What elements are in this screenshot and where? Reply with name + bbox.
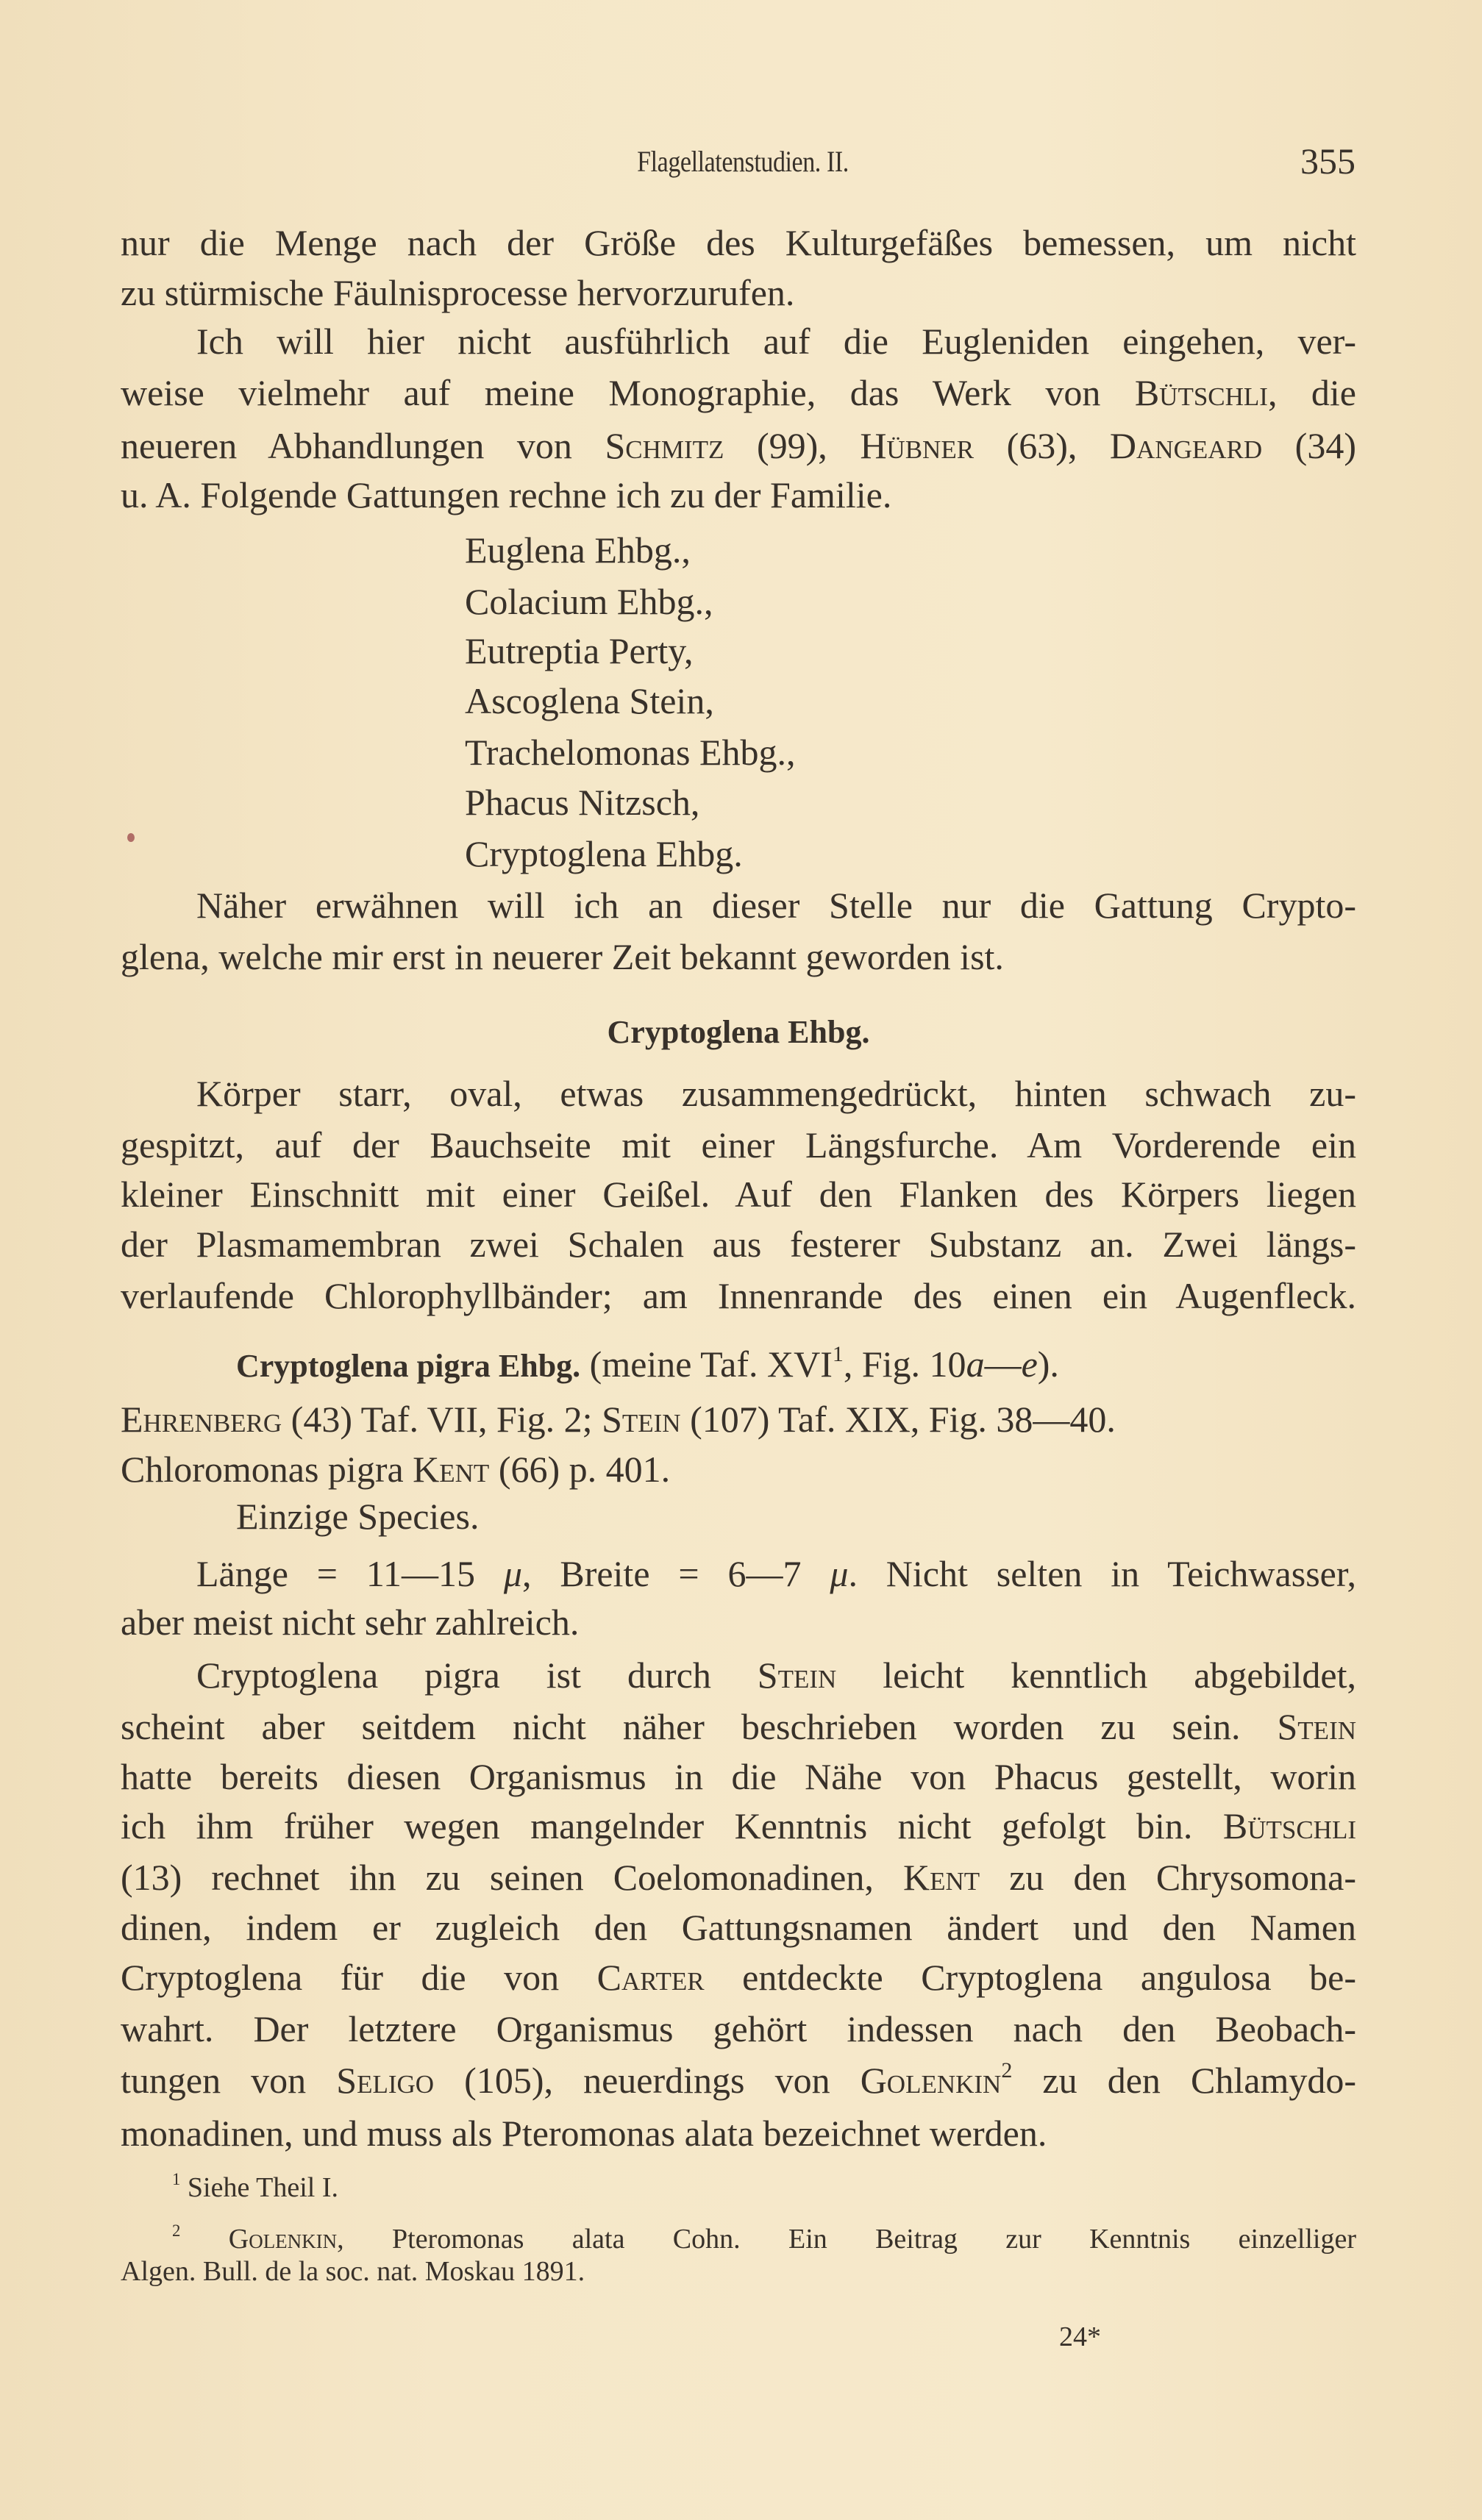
author-name: Golenkin xyxy=(228,2224,338,2255)
text-run: (13) rechnet ihn zu seinen Coelomonadinen, xyxy=(121,1857,903,1898)
text-run: Eutreptia Perty, xyxy=(465,630,694,671)
text-run: ). xyxy=(1037,1343,1059,1385)
text-run: tungen von xyxy=(121,2060,337,2101)
text-line xyxy=(121,2007,1356,2051)
text-run: , Breite = 6—7 xyxy=(521,1553,830,1594)
text-run: Trachelomonas Ehbg., xyxy=(465,732,796,773)
footnote-line xyxy=(172,2222,1356,2256)
text-run: (meine Taf. XVI xyxy=(580,1343,833,1385)
text-run: (105), neuerdings von xyxy=(434,2060,861,2101)
text-line xyxy=(196,883,1356,927)
text-run: . Nicht selten in Teichwasser, xyxy=(848,1553,1356,1594)
text-line xyxy=(121,1600,1356,1644)
genus-list-item xyxy=(465,780,1347,824)
author-name: Bütschli xyxy=(1134,372,1268,413)
text-run: verlaufende Chlorophyllbänder; am Innenrande des einen ein Augenfleck. xyxy=(121,1275,1356,1316)
text-run: Länge = 11—15 xyxy=(196,1553,504,1594)
genus-list-item xyxy=(465,579,1347,624)
text-run: (34) xyxy=(1262,425,1356,466)
text-line xyxy=(121,1123,1356,1167)
text-line xyxy=(236,1494,1356,1538)
text-line xyxy=(236,1342,1356,1388)
author-name: Stein xyxy=(602,1399,681,1440)
species-name: Cryptoglena pigra Ehbg. xyxy=(236,1348,581,1384)
text-run: hatte bereits diesen Organismus in die Nähe von Phacus gestellt, worin xyxy=(121,1756,1356,1797)
text-run: — xyxy=(984,1343,1022,1385)
text-line xyxy=(121,1397,1356,1441)
genus-list-item xyxy=(465,528,1347,572)
italic-run: μ xyxy=(830,1553,849,1594)
text-line xyxy=(121,2058,1356,2102)
author-name: Ehrenberg xyxy=(121,1399,282,1440)
text-run: scheint aber seitdem nicht näher beschrieben worden zu sein. xyxy=(121,1706,1278,1747)
text-run: u. A. Folgende Gattungen rechne ich zu der Familie. xyxy=(121,474,892,515)
text-line xyxy=(121,1705,1356,1749)
text-run: Siehe Theil I. xyxy=(180,2172,338,2203)
text-run: neueren Abhandlungen von xyxy=(121,425,605,466)
text-line xyxy=(121,1222,1356,1266)
text-run: der Plasmamembran zwei Schalen aus festerer Substanz an. Zwei längs- xyxy=(121,1224,1356,1265)
text-run: wahrt. Der letztere Organismus gehört indessen nach den Beobach- xyxy=(121,2008,1356,2049)
author-name: Bütschli xyxy=(1222,1805,1356,1846)
text-line xyxy=(121,221,1356,265)
genus-list-item xyxy=(465,629,1347,673)
author-name: Schmitz xyxy=(605,425,724,466)
text-run: Chloromonas pigra xyxy=(121,1449,413,1490)
italic-run: a xyxy=(966,1343,985,1385)
italic-run: μ xyxy=(503,1553,522,1594)
footnote-line xyxy=(121,2255,1356,2288)
text-run: zu den Chlamydo- xyxy=(1012,2060,1356,2101)
text-run: Cryptoglena pigra ist durch xyxy=(196,1655,758,1696)
genus-list-item xyxy=(465,679,1347,723)
text-run: glena, welche mir erst in neuerer Zeit bekannt geworden ist. xyxy=(121,936,1004,977)
text-line xyxy=(196,1552,1356,1596)
text-line xyxy=(121,473,1356,517)
text-run: zu den Chrysomona- xyxy=(980,1857,1357,1898)
section-heading xyxy=(121,1010,1356,1054)
signature-mark: 24* xyxy=(1059,2321,1101,2352)
text-line xyxy=(121,1274,1356,1318)
ink-spot xyxy=(127,833,135,842)
text-run: Näher erwähnen will ich an dieser Stelle nur die Gattung Crypto- xyxy=(196,885,1356,926)
text-run: zu stürmische Fäulnisprocesse hervorzurufen. xyxy=(121,272,795,313)
footnote-marker: 1 xyxy=(832,1342,844,1366)
text-line xyxy=(196,1071,1356,1116)
text-run: Körper starr, oval, etwas zusammengedrückt, hinten schwach zu- xyxy=(196,1073,1356,1114)
footnote-marker: 1 xyxy=(172,2170,181,2189)
text-line xyxy=(196,1653,1356,1697)
author-name: Hübner xyxy=(860,425,975,466)
text-run: Ascoglena Stein, xyxy=(465,680,714,721)
text-run: leicht kenntlich abgebildet, xyxy=(836,1655,1356,1696)
text-run: Algen. Bull. de la soc. nat. Moskau 1891. xyxy=(121,2256,585,2287)
text-run: kleiner Einschnitt mit einer Geißel. Auf den Flanken des Körpers liegen xyxy=(121,1174,1356,1215)
footnote-marker: 2 xyxy=(172,2221,181,2241)
text-run: Cryptoglena Ehbg. xyxy=(607,1014,870,1050)
text-run: (63), xyxy=(974,425,1110,466)
text-run: (99), xyxy=(724,425,861,466)
text-line xyxy=(196,319,1356,363)
text-run: Colacium Ehbg., xyxy=(465,581,713,622)
author-name: Golenkin xyxy=(860,2060,1002,2101)
text-run: Cryptoglena für die von xyxy=(121,1957,597,1998)
author-name: Seligo xyxy=(336,2060,435,2101)
author-name: Stein xyxy=(1277,1706,1356,1747)
text-run: Ich will hier nicht ausführlich auf die Eugleniden eingehen, ver- xyxy=(196,321,1356,362)
text-run: Phacus Nitzsch, xyxy=(465,782,700,823)
text-line xyxy=(121,1755,1356,1799)
text-run: weise vielmehr auf meine Monographie, das Werk von xyxy=(121,372,1135,413)
text-run: Einzige Species. xyxy=(236,1496,480,1537)
text-run xyxy=(180,2224,228,2255)
text-run: (107) Taf. XIX, Fig. 38—40. xyxy=(680,1399,1116,1440)
text-line xyxy=(121,271,1356,315)
text-line xyxy=(121,1447,1356,1491)
text-run: , die xyxy=(1267,372,1356,413)
text-line xyxy=(121,1905,1356,1949)
text-line xyxy=(121,371,1356,415)
text-line xyxy=(121,1955,1356,1999)
running-title: Flagellatenstudien. II. xyxy=(637,145,849,178)
text-line xyxy=(121,1804,1356,1848)
text-run: monadinen, und muss als Pteromonas alata bezeichnet werden. xyxy=(121,2113,1047,2154)
page-number: 355 xyxy=(1300,140,1355,182)
text-run: ich ihm früher wegen mangelnder Kenntnis nicht gefolgt bin. xyxy=(121,1805,1223,1846)
author-name: Stein xyxy=(757,1655,837,1696)
genus-list-item xyxy=(465,730,1347,774)
text-run: aber meist nicht sehr zahlreich. xyxy=(121,1602,580,1643)
text-run: dinen, indem er zugleich den Gattungsnamen ändert und den Namen xyxy=(121,1907,1356,1948)
text-run: gespitzt, auf der Bauchseite mit einer Längsfurche. Am Vorderende ein xyxy=(121,1124,1356,1166)
author-name: Kent xyxy=(902,1857,980,1898)
text-line xyxy=(121,1855,1356,1899)
footnote-line xyxy=(172,2171,1356,2205)
author-name: Dangeard xyxy=(1109,425,1263,466)
author-name: Kent xyxy=(413,1449,490,1490)
text-run: , Pteromonas alata Cohn. Ein Beitrag zur Kenntnis einzelliger xyxy=(337,2224,1357,2255)
text-run: Euglena Ehbg., xyxy=(465,529,691,571)
text-run: , Fig. 10 xyxy=(843,1343,966,1385)
text-run: nur die Menge nach der Größe des Kulturgefäßes bemessen, um nicht xyxy=(121,222,1356,263)
text-line xyxy=(121,1172,1356,1216)
text-line xyxy=(121,424,1356,468)
footnote-marker: 2 xyxy=(1001,2058,1013,2082)
author-name: Carter xyxy=(596,1957,705,1998)
text-run: (43) Taf. VII, Fig. 2; xyxy=(282,1399,602,1440)
text-line xyxy=(121,935,1356,979)
italic-run: e xyxy=(1021,1343,1038,1385)
text-line xyxy=(121,2111,1356,2155)
text-run: Cryptoglena Ehbg. xyxy=(465,833,743,874)
text-run: (66) p. 401. xyxy=(489,1449,671,1490)
genus-list-item xyxy=(465,832,1347,876)
text-run: entdeckte Cryptoglena angulosa be- xyxy=(704,1957,1356,1998)
